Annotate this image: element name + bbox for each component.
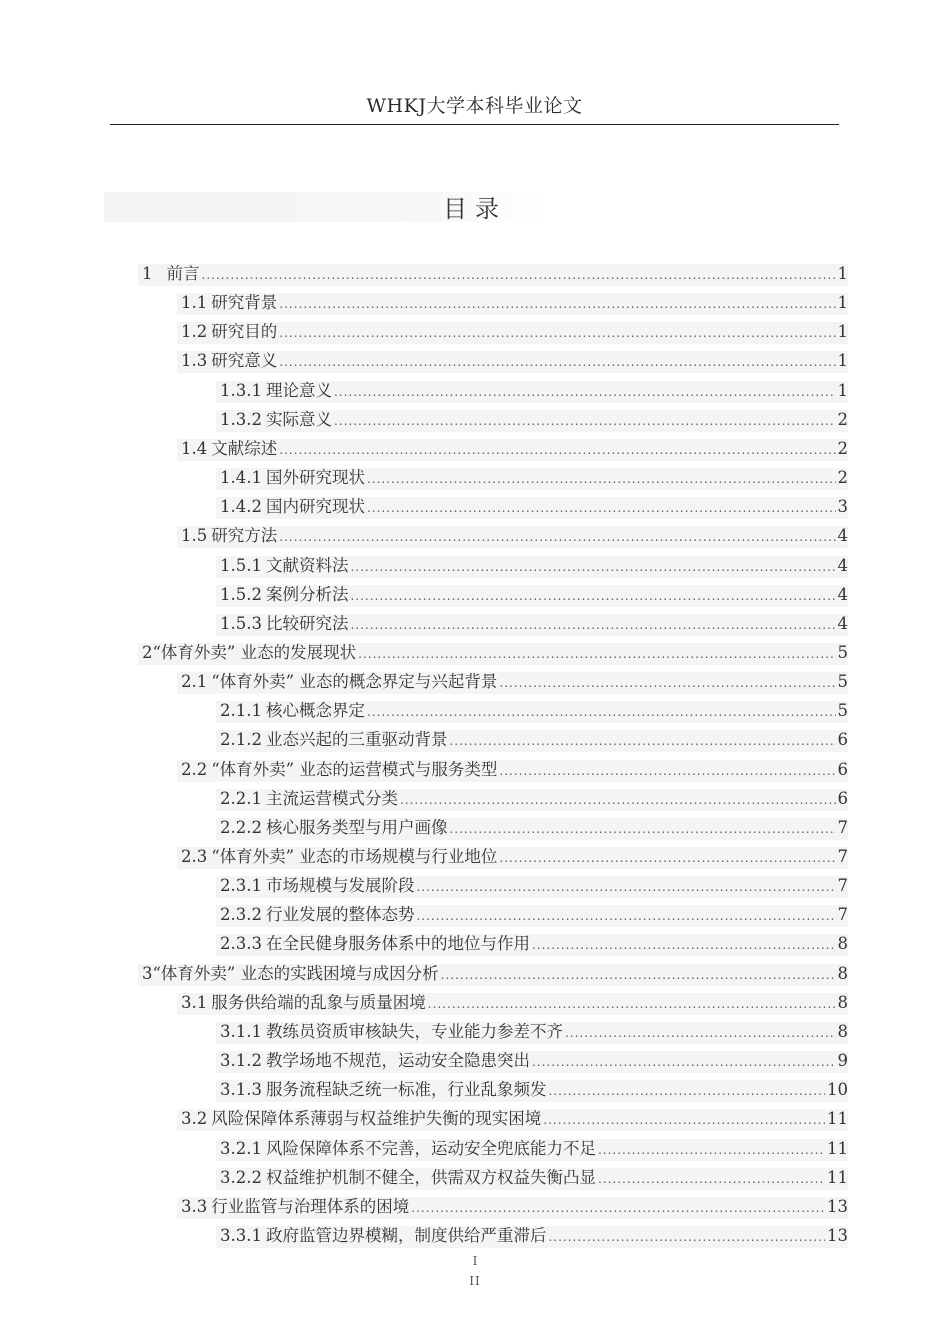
toc-entry-page: 4	[837, 613, 848, 633]
toc-entry-page: 2	[837, 438, 848, 458]
toc-entry-number: 1.4	[181, 438, 208, 458]
dot-leader	[449, 817, 835, 841]
toc-entry[interactable]	[0, 320, 950, 344]
dot-leader	[350, 613, 835, 637]
toc-entry-title: “体育外卖” 业态的运营模式与服务类型	[211, 759, 498, 779]
dot-leader	[279, 525, 835, 549]
toc-entry-number: 3.3.1	[220, 1225, 262, 1245]
toc-entry-page: 8	[837, 934, 848, 954]
toc-entry-title: 教学场地不规范，运动安全隐患突出	[265, 1051, 530, 1071]
dot-leader	[350, 584, 835, 608]
toc-entry[interactable]	[0, 612, 950, 636]
toc-entry-page: 8	[837, 963, 848, 983]
toc-entry-title: 服务供给端的乱象与质量困境	[211, 992, 426, 1012]
dot-leader	[548, 1079, 825, 1103]
toc-entry-title: 行业监管与治理体系的困境	[211, 1196, 410, 1216]
toc-entry[interactable]	[0, 349, 950, 373]
toc-entry-title: 市场规模与发展阶段	[265, 876, 415, 896]
toc-entry[interactable]	[0, 1078, 950, 1102]
toc-entry[interactable]	[0, 1020, 950, 1044]
toc-entry-number: 1.3	[181, 351, 208, 371]
toc-entry-number: 1.2	[181, 322, 208, 342]
toc-entry[interactable]	[0, 903, 950, 927]
toc-entry-page: 3	[837, 497, 848, 517]
toc-entry-page: 7	[837, 905, 848, 925]
toc-entry-title: 国外研究现状	[265, 468, 365, 488]
toc-entry[interactable]	[0, 495, 950, 519]
toc-entry-title: 研究目的	[211, 322, 278, 342]
toc-entry-title: 主流运营模式分类	[265, 788, 398, 808]
toc-entry[interactable]	[0, 1107, 950, 1131]
toc-entry[interactable]	[0, 699, 950, 723]
toc-entry[interactable]	[0, 1137, 950, 1161]
toc-entry[interactable]	[0, 1195, 950, 1219]
toc-entry-page: 2	[837, 409, 848, 429]
dot-leader	[279, 438, 835, 462]
toc-entry[interactable]	[0, 728, 950, 752]
dot-leader	[416, 904, 835, 928]
dot-leader	[202, 263, 836, 287]
toc-entry-title: 风险保障体系不完善，运动安全兜底能力不足	[265, 1138, 596, 1158]
toc-entry[interactable]	[0, 379, 950, 403]
toc-entry-page: 4	[837, 526, 848, 546]
toc-entry-page: 6	[837, 759, 848, 779]
toc-entry-page: 11	[827, 1109, 848, 1129]
toc-entry-title: 服务流程缺乏统一标准，行业乱象频发	[265, 1080, 547, 1100]
toc-entry-number: 1.4.1	[220, 468, 262, 488]
toc-entry-title: “体育外卖” 业态的市场规模与行业地位	[211, 847, 498, 866]
toc-entry-page: 7	[837, 847, 848, 866]
toc-entry[interactable]	[0, 437, 950, 461]
toc-entry-number: 1.1	[181, 293, 208, 313]
toc-entry-page: 1	[837, 380, 848, 400]
toc-entry-number: 3.1.2	[220, 1051, 262, 1071]
toc-entry-number: 2.3.3	[220, 934, 262, 954]
toc-entry-number: 2.3.1	[220, 876, 262, 896]
toc-entry-number: 1.5.1	[220, 555, 262, 575]
toc-entry-title: 文献综述	[211, 438, 278, 458]
dot-leader	[499, 846, 835, 870]
toc-entry-title: 文献资料法	[265, 555, 349, 575]
toc-entry-title: 业态兴起的三重驱动背景	[265, 730, 448, 750]
toc-entry-title: “体育外卖” 业态的实践困境与成因分析	[152, 963, 439, 983]
dot-leader	[449, 729, 835, 753]
dot-leader	[598, 1138, 825, 1162]
toc-entry-title: “体育外卖” 业态的发展现状	[152, 642, 357, 662]
toc-entry-page: 13	[827, 1225, 848, 1245]
toc-entry-number: 2.1	[181, 672, 208, 692]
toc-entry-number: 2	[142, 642, 153, 662]
toc-entry-number: 1.5	[181, 526, 208, 546]
toc-entry-page: 5	[837, 672, 848, 692]
toc-entry-page: 5	[837, 642, 848, 662]
toc-entry-page: 1	[837, 322, 848, 342]
toc-entry-title: 核心服务类型与用户画像	[265, 817, 448, 837]
toc-entry[interactable]	[0, 524, 950, 548]
toc-entry[interactable]	[0, 991, 950, 1015]
toc-entry-number: 2.2.2	[220, 817, 262, 837]
toc-entry[interactable]	[0, 932, 950, 956]
toc-entry-title: 行业发展的整体态势	[265, 905, 415, 925]
toc-entry-page: 6	[837, 730, 848, 750]
toc-entry-number: 2.3	[181, 847, 208, 866]
toc-entry-number: 3.2.2	[220, 1167, 262, 1187]
toc-entry-title: 政府监管边界模糊，制度供给严重滞后	[265, 1225, 547, 1245]
toc-entry-number: 3.1.3	[220, 1080, 262, 1100]
toc-entry[interactable]	[0, 466, 950, 490]
toc-entry-title: 研究意义	[211, 351, 278, 371]
toc-entry-title: 研究背景	[211, 293, 278, 313]
toc-entry[interactable]	[0, 962, 950, 986]
toc-entry-number: 1.3.1	[220, 380, 262, 400]
toc-entry-number: 3.2.1	[220, 1138, 262, 1158]
toc-entry[interactable]	[0, 787, 950, 811]
toc-entry-number: 1.5.3	[220, 613, 262, 633]
toc-entry-page: 1	[837, 293, 848, 313]
toc-entry-title: 前言	[166, 264, 200, 283]
toc-entry-title: “体育外卖” 业态的概念界定与兴起背景	[211, 672, 498, 692]
dot-leader	[334, 409, 836, 433]
toc-entry-title: 国内研究现状	[265, 497, 365, 517]
toc-entry-title: 风险保障体系薄弱与权益维护失衡的现实困境	[211, 1109, 542, 1129]
toc-entry-page: 1	[837, 351, 848, 371]
dot-leader	[499, 671, 835, 695]
toc-entry-page: 8	[837, 1021, 848, 1041]
dot-leader	[565, 1021, 836, 1045]
toc-entry[interactable]	[0, 1166, 950, 1190]
dot-leader	[279, 321, 835, 345]
toc-title: 目录	[443, 195, 507, 223]
dot-leader	[428, 992, 836, 1016]
toc-entry-page: 10	[827, 1080, 848, 1100]
toc-entry-page: 8	[837, 992, 848, 1012]
toc-entry-title: 比较研究法	[265, 613, 349, 633]
toc-entry[interactable]	[0, 291, 950, 315]
toc-entry-page: 1	[837, 264, 848, 283]
toc-entry-number: 1.4.2	[220, 497, 262, 517]
toc-entry-title: 理论意义	[265, 380, 332, 400]
dot-leader	[532, 933, 836, 957]
toc-entry-number: 2.1.1	[220, 701, 262, 721]
toc-entry[interactable]	[0, 583, 950, 607]
toc-entry-page: 7	[837, 817, 848, 837]
dot-leader	[400, 788, 836, 812]
toc-entry-number: 2.2.1	[220, 788, 262, 808]
toc-entry[interactable]	[0, 758, 950, 782]
toc-entry-page: 11	[827, 1138, 848, 1158]
toc-entry-page: 13	[827, 1196, 848, 1216]
toc-entry-number: 1.5.2	[220, 584, 262, 604]
toc-entry[interactable]	[0, 554, 950, 578]
toc-entry-page: 9	[837, 1051, 848, 1071]
toc-entry[interactable]	[0, 845, 950, 869]
toc-entry-title: 在全民健身服务体系中的地位与作用	[265, 934, 530, 954]
toc-entry[interactable]	[0, 874, 950, 898]
dot-leader	[367, 700, 836, 724]
dot-leader	[350, 555, 835, 579]
dot-leader	[416, 875, 835, 899]
toc-entry[interactable]	[0, 1049, 950, 1073]
dot-leader	[411, 1196, 825, 1220]
toc-entry[interactable]	[0, 641, 950, 665]
toc-entry-number: 3.1	[181, 992, 208, 1012]
page-number-roman-secondary: II	[469, 1274, 481, 1288]
page-number-roman: I	[472, 1254, 478, 1268]
toc-entry[interactable]	[0, 670, 950, 694]
toc-entry-number: 2.1.2	[220, 730, 262, 750]
toc-entry-number: 2.2	[181, 759, 208, 779]
toc-entry[interactable]	[0, 408, 950, 432]
toc-entry[interactable]	[0, 262, 950, 286]
toc-entry-title: 核心概念界定	[265, 701, 365, 721]
toc-entry-title: 教练员资质审核缺失，专业能力参差不齐	[265, 1021, 563, 1041]
dot-leader	[367, 496, 836, 520]
dot-leader	[279, 292, 835, 316]
toc-entry[interactable]	[0, 816, 950, 840]
dot-leader	[358, 642, 835, 666]
dot-leader	[499, 759, 835, 783]
toc-entry-title: 实际意义	[265, 409, 332, 429]
dot-leader	[367, 467, 836, 491]
toc-entry-title: 权益维护机制不健全，供需双方权益失衡凸显	[265, 1167, 596, 1187]
dot-leader	[543, 1108, 825, 1132]
dot-leader	[279, 350, 835, 374]
toc-entry[interactable]	[0, 1224, 950, 1248]
page-header	[110, 92, 839, 125]
toc-entry-page: 4	[837, 584, 848, 604]
header-text: WHKJ大学本科毕业论文	[366, 95, 583, 117]
toc-entry-title: 案例分析法	[265, 584, 349, 604]
toc-entry-number: 1	[142, 264, 153, 283]
dot-leader	[532, 1050, 836, 1074]
toc-entry-number: 2.3.2	[220, 905, 262, 925]
toc-entry-number: 1.3.2	[220, 409, 262, 429]
toc-entry-number: 3	[142, 963, 153, 983]
dot-leader	[334, 380, 836, 404]
dot-leader	[548, 1225, 825, 1249]
dot-leader	[441, 963, 836, 987]
toc-entry-page: 6	[837, 788, 848, 808]
toc-entry-page: 5	[837, 701, 848, 721]
toc-entry-number: 3.3	[181, 1196, 208, 1216]
toc-entry-number: 3.2	[181, 1109, 208, 1129]
toc-entry-page: 4	[837, 555, 848, 575]
dot-leader	[598, 1167, 825, 1191]
toc-entry-number: 3.1.1	[220, 1021, 262, 1041]
toc-entry-title: 研究方法	[211, 526, 278, 546]
toc-entry-page: 2	[837, 468, 848, 488]
toc-entry-page: 7	[837, 876, 848, 896]
toc-entry-page: 11	[827, 1167, 848, 1187]
